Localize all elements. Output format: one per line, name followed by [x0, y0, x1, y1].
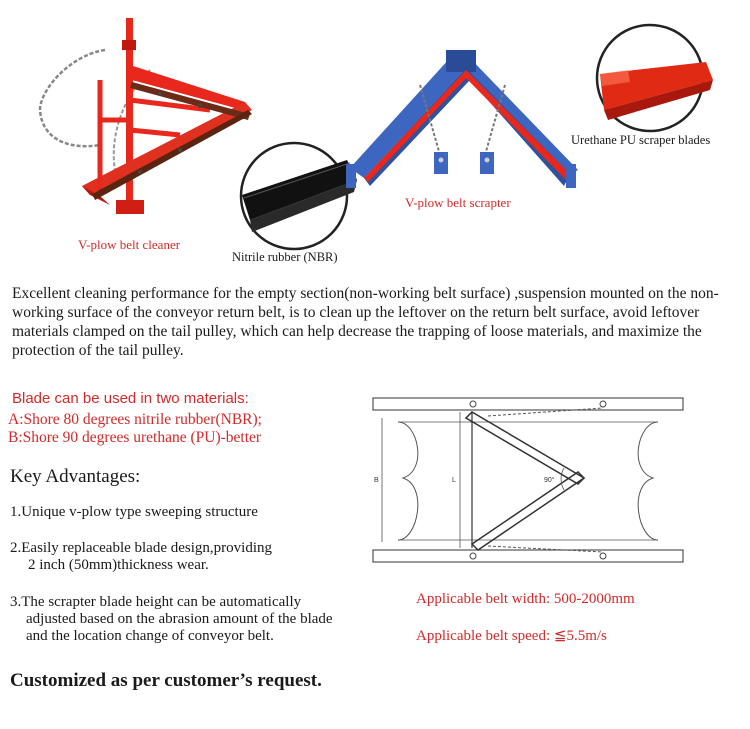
customized-note: Customized as per customer’s request. — [10, 670, 322, 691]
blade-materials-title: Blade can be used in two materials: — [12, 390, 249, 407]
spec-belt-speed: Applicable belt speed: ≦5.5m/s — [416, 628, 607, 644]
key-advantages-title: Key Advantages: — [10, 466, 141, 487]
pu-blade-image — [588, 22, 713, 137]
nbr-rubber-label: Nitrile rubber (NBR) — [232, 250, 338, 264]
v-plow-cleaner-label: V-plow belt cleaner — [78, 237, 181, 252]
advantage-item-3 — [10, 594, 410, 645]
v-plow-scrapter-label: V-plow belt scrapter — [405, 195, 511, 210]
v-plow-diagram — [368, 390, 690, 565]
advantage-item-2 — [10, 540, 272, 574]
spec-belt-width: Applicable belt width: 500-2000mm — [416, 591, 635, 607]
diagram-dim-l: L — [452, 477, 456, 484]
blade-option-b: B:Shore 90 degrees urethane (PU)-better — [8, 429, 262, 446]
blade-option-a: A:Shore 80 degrees nitrile rubber(NBR); — [8, 411, 262, 428]
advantage-item-3-line-3: and the location change of conveyor belt. — [26, 628, 274, 644]
v-plow-scrapter-image — [340, 40, 590, 195]
v-plow-cleaner-image — [30, 10, 260, 235]
diagram-dim-b: B — [374, 477, 379, 484]
intro-paragraph: Excellent cleaning performance for the empty section(non-working belt surface) ,suspension mounted on the non-working surface of the conveyor return belt, is to clean up the leftover on the return belt surface, avoid leftover materials clamped on the tail pulley, which can help decrease the trapping of loose materials, and maximize the protection of the tail pulley. — [12, 285, 719, 359]
advantage-item-2-line-2: 2 inch (50mm)thickness wear. — [28, 557, 209, 573]
advantage-item-3-line-1: 3.The scrapter blade height can be automatically — [10, 594, 302, 610]
advantage-item-2-line-1: 2.Easily replaceable blade design,providing — [10, 540, 272, 556]
nbr-rubber-image — [232, 140, 357, 255]
pu-blade-label: Urethane PU scraper blades — [571, 133, 711, 147]
advantage-item-3-line-2: adjusted based on the abrasion amount of the blade — [26, 611, 333, 627]
advantage-item-1: 1.Unique v-plow type sweeping structure — [10, 504, 258, 520]
diagram-angle: 90° — [544, 477, 555, 484]
